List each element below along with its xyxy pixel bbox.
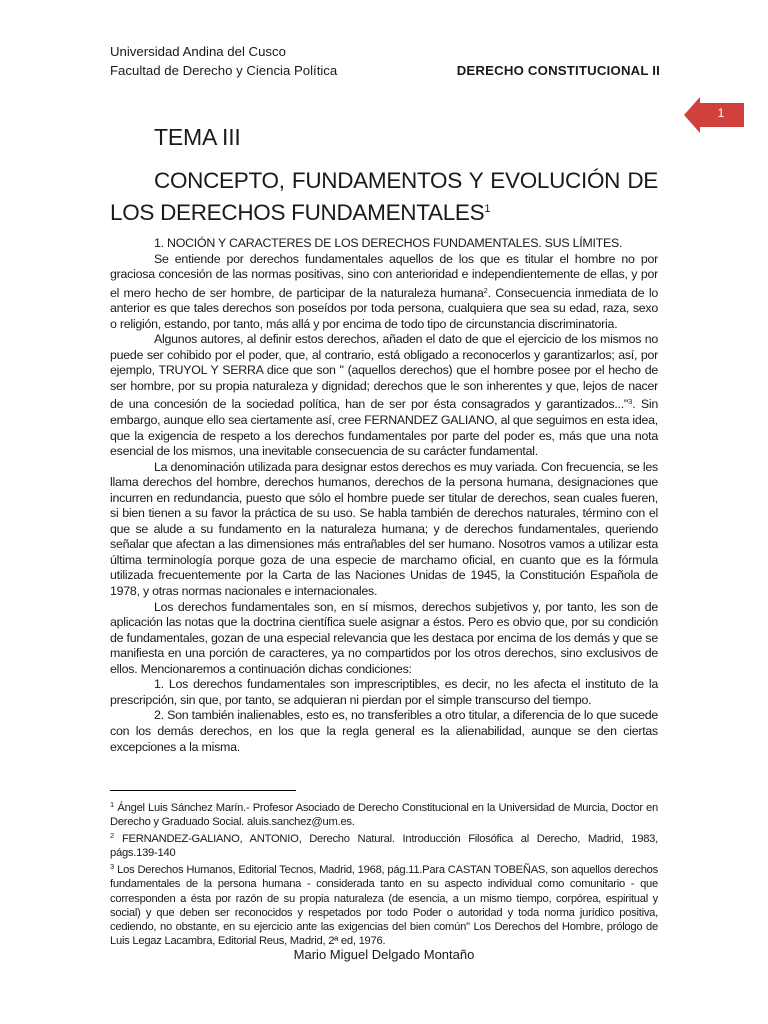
title-footnote-mark: 1: [484, 203, 491, 215]
footnote: [110, 860, 658, 948]
title-line-2-text: LOS DERECHOS FUNDAMENTALES: [110, 200, 485, 225]
footnote-ref: 3: [628, 397, 633, 407]
footnote-text: Ángel Luis Sánchez Marín.- Profesor Asociado de Derecho Constitucional en la Universidad de Murcia, Doctor en Derecho y Graduado Social. aluis.sanchez@um.es.: [110, 802, 658, 829]
page-number: 1: [717, 106, 725, 120]
paragraph: [110, 332, 658, 459]
paragraph-text: Algunos autores, al definir estos derechos, añaden el dato de que el ejercicio de los mismos no puede ser cohibido por el poder, que, al contrario, está obligado a reconocerlos y garantizarlos; así, por ejemplo, TRUYOL Y SERRA dice que son " (aquellos derechos) que el hombre posee por el hecho de ser hombre, por su propia naturaleza y dignidad; derechos que le son inherentes y que, lejos de nacer de una concesión de la sociedad política, han de ser por ésta consagrados y garantizados...": [110, 332, 658, 412]
course-name: DERECHO CONSTITUCIONAL II: [456, 63, 660, 78]
footnote: [110, 829, 658, 860]
university-name: Universidad Andina del Cusco: [110, 44, 286, 59]
paragraph-text: Se entiende por derechos fundamentales aquellos de los que es titular el hombre no por graciosa concesión de las normas positivas, sino con anterioridad e independientemente de ellas, y por el mero hecho de ser hombre, de participar de la naturaleza humana: [110, 251, 658, 300]
footnote-text: Los Derechos Humanos, Editorial Tecnos, Madrid, 1968, pág.11.Para CASTAN TOBEÑAS, son aquellos derechos fundamentales de la persona humana - considerada tanto en su aspecto individual como comunitario - que corresponden a ésta por razón de su propia naturaleza (de esencia, a un mismo tiempo, corpórea, espiritual y social) y que deben ser reconocidos y respetados por todo Poder o autoridad y toda norma jurídico positiva, cediendo, no obstante, en su ejercicio ante las exigencias del bien común" Los Derechos del Hombre, prólogo de Luis Legaz Lacambra, Editorial Reus, Madrid, 2ª ed, 1976.: [110, 864, 658, 947]
paragraph: [110, 252, 658, 333]
footnote-mark: 1: [110, 800, 115, 809]
footnote: [110, 798, 658, 829]
body-text: [110, 236, 658, 755]
tema-heading: TEMA III: [154, 124, 241, 150]
footnotes: [110, 798, 658, 948]
footnote-text: FERNANDEZ-GALIANO, ANTONIO, Derecho Natural. Introducción Filosófica al Derecho, Madrid, 1983, págs.139-140: [110, 833, 658, 860]
faculty-name: Facultad de Derecho y Ciencia Política: [110, 63, 338, 78]
paragraph-text: . Sin embargo, aunque ello sea ciertamente así, cree FERNANDEZ GALIANO, al que seguimos en esta idea, que la exigencia de respeto a los derechos fundamentales por parte del poder es, más que una nota esencial de los mismos, una inevitable consecuencia de su carácter fundamental.: [110, 397, 658, 459]
paragraph: Los derechos fundamentales son, en sí mismos, derechos subjetivos y, por tanto, les son de aplicación las notas que la doctrina científica suele asignar a éstos. Pero es obvio que, por su condición de fundamentales, gozan de una especial relevancia que les destaca por encima de los demás y que se manifiesta en una porción de caracteres, ya no compartidos por los otros derechos, sino exclusivos de ellos. Mencionaremos a continuación dichas condiciones:: [110, 599, 658, 676]
title-line-1: CONCEPTO, FUNDAMENTOS Y EVOLUCIÓN DE: [154, 168, 658, 193]
footnote-separator: [110, 790, 296, 791]
footnote-ref: 2: [483, 285, 488, 295]
footer-author: Mario Miguel Delgado Montaño: [293, 947, 475, 962]
paragraph-text: . Consecuencia inmediata de lo anterior es que tales derechos son poseídos por toda persona, cualquiera que sea su edad, raza, sexo o religión, estando, por tanto, más allá y por encima de todo tipo de circunstancia discriminatoria.: [110, 285, 658, 331]
list-item: 2. Son también inalienables, esto es, no transferibles a otro titular, a diferencia de lo que sucede con los demás derechos, en los que la regla general es la alienabilidad, aunque se den ciertas excepciones a la misma.: [110, 708, 658, 754]
list-item: 1. Los derechos fundamentales son imprescriptibles, es decir, no les afecta el instituto de la prescripción, sin que, por tanto, se adquieran ni pierdan por el simple transcurso del tiempo.: [110, 677, 658, 707]
header-row: [110, 61, 660, 80]
chapter-title: [110, 166, 658, 227]
paragraph: La denominación utilizada para designar estos derechos es muy variada. Con frecuencia, se les llama derechos del hombre, derechos humanos, derechos de la persona humana, designaciones que incurren en redundancia, puesto que sólo el hombre puede ser titular de derechos, sean cuales fueren, si bien tienen a su favor la práctica de su uso. Se habla también de derechos naturales, término con el que se alude a su fundamento en la naturaleza humana; y de derechos fundamentales, queriendo señalar que afectan a las dimensiones más entrañables del ser humano. Nosotros vamos a utilizar esta última terminología porque goza de una especie de marchamo oficial, en cuanto que es la fórmula utilizada frecuentemente por la Carta de las Naciones Unidas de 1945, la Constitución Española de 1978, y otras normas nacionales e internacionales.: [110, 459, 658, 599]
page-header: [110, 42, 660, 80]
page-number-badge: [684, 97, 744, 133]
footnote-mark: 3: [110, 862, 115, 872]
footnote-mark: 2: [110, 831, 115, 841]
title-line-2: [110, 195, 658, 227]
section-heading: 1. NOCIÓN Y CARACTERES DE LOS DERECHOS FUNDAMENTALES. SUS LÍMITES.: [154, 236, 623, 250]
